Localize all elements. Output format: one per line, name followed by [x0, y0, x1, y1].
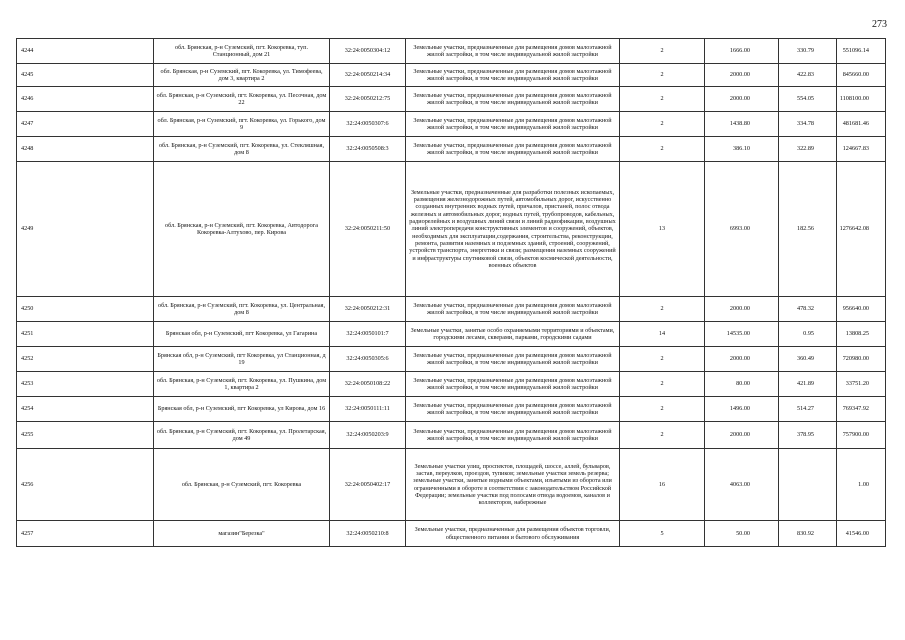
cadastral-number-cell: 32:24:0050210:8: [330, 521, 406, 547]
cadastral-value-cell: 769347.92: [837, 397, 886, 422]
table-row: [17, 87, 886, 112]
cadastral-number-cell: 32:24:0050211:50: [330, 162, 406, 297]
cadastral-value-cell: 720980.00: [837, 347, 886, 372]
address-cell: Брянская обл, р-н Суземский, пгт Кокоревка, ул Станционная, д 19: [154, 347, 330, 372]
land-use-cell: Земельные участки, предназначенные для размещения домов малоэтажной жилой застройки, в том числе индивидуальной жилой застройки: [406, 112, 620, 137]
address-cell: обл. Брянская, р-н Суземский, пгт. Кокоревка, ул. Пролетарская, дом 49: [154, 422, 330, 449]
land-use-cell: Земельные участки, предназначенные для разработки полезных ископаемых, размещения железнодорожных путей, автомобильных дорог, искусственно созданных внутренних водных путей, причалов, пристаней, полос отвода железных и автомобильных дорог, водных путей, трубопроводов, кабельных, радиорелейных и воздушных линий связи и линий радиофикации, воздушных линий электропередачи конструктивных элементов и сооружений, объектов, необходимых для эксплуатации,содержания, строительства, реконструкции, ремонта, развития наземных и подземных зданий, строений, сооружений, устройств транспорта, энергетики и связи; размещения наземных сооружений и инфраструктуры спутниковой связи, объектов космической деятельности, военных объектов: [406, 162, 620, 297]
cadastral-number-cell: 32:24:0050402:17: [330, 449, 406, 521]
table-row: [17, 137, 886, 162]
land-use-cell: Земельные участки, предназначенные для размещения домов малоэтажной жилой застройки, в том числе индивидуальной жилой застройки: [406, 39, 620, 64]
land-use-cell: Земельные участки, предназначенные для размещения домов малоэтажной жилой застройки, в том числе индивидуальной жилой застройки: [406, 422, 620, 449]
cadastral-value-cell: 33751.20: [837, 372, 886, 397]
row-number-cell: 4254: [17, 397, 154, 422]
table-row: [17, 112, 886, 137]
area-cell: 2000.00: [705, 87, 779, 112]
table-row: [17, 422, 886, 449]
area-cell: 1666.00: [705, 39, 779, 64]
row-number-cell: 4248: [17, 137, 154, 162]
area-cell: 1496.00: [705, 397, 779, 422]
address-cell: Брянская обл, р-н Суземский, пгт Кокоревка, ул Гагарина: [154, 322, 330, 347]
address-cell: обл. Брянская, р-н Суземский, пгт. Кокоревка, ул. Стекляшная, дом 8: [154, 137, 330, 162]
cadastral-value-cell: 124667.83: [837, 137, 886, 162]
use-code-cell: 2: [620, 112, 705, 137]
cadastral-value-cell: 845660.00: [837, 64, 886, 87]
address-cell: обл. Брянская, р-н Суземский, пгт. Кокоревка, ул. Горького, дом 9: [154, 112, 330, 137]
specific-value-cell: 421.89: [779, 372, 837, 397]
cadastral-value-cell: 13808.25: [837, 322, 886, 347]
area-cell: 14535.00: [705, 322, 779, 347]
cadastral-value-cell: 551096.14: [837, 39, 886, 64]
use-code-cell: 2: [620, 87, 705, 112]
use-code-cell: 14: [620, 322, 705, 347]
table-row: [17, 521, 886, 547]
cadastral-number-cell: 32:24:0050203:9: [330, 422, 406, 449]
area-cell: 1438.80: [705, 112, 779, 137]
table-row: [17, 162, 886, 297]
specific-value-cell: 334.78: [779, 112, 837, 137]
specific-value-cell: 182.56: [779, 162, 837, 297]
use-code-cell: 5: [620, 521, 705, 547]
row-number-cell: 4245: [17, 64, 154, 87]
address-cell: Брянская обл, р-н Суземский, пгт Кокоревка, ул Кирова, дом 16: [154, 397, 330, 422]
use-code-cell: 2: [620, 297, 705, 322]
area-cell: 386.10: [705, 137, 779, 162]
specific-value-cell: 378.95: [779, 422, 837, 449]
use-code-cell: 2: [620, 372, 705, 397]
address-cell: обл. Брянская, р-н Суземский, пгт. Кокоревка, ул. Песочная, дом 22: [154, 87, 330, 112]
cadastral-number-cell: 32:24:0050111:11: [330, 397, 406, 422]
table-row: [17, 449, 886, 521]
cadastral-value-cell: 1.00: [837, 449, 886, 521]
area-cell: 2000.00: [705, 64, 779, 87]
cadastral-number-cell: 32:24:0050212:31: [330, 297, 406, 322]
cadastral-number-cell: 32:24:0050304:12: [330, 39, 406, 64]
specific-value-cell: [779, 449, 837, 521]
table-row: [17, 322, 886, 347]
specific-value-cell: 422.83: [779, 64, 837, 87]
land-use-cell: Земельные участки, занятые особо охраняемыми территориями и объектами, городскими лесами, скверами, парками, городскими садами: [406, 322, 620, 347]
use-code-cell: 2: [620, 347, 705, 372]
cadastral-value-cell: 956640.00: [837, 297, 886, 322]
row-number-cell: 4252: [17, 347, 154, 372]
use-code-cell: 16: [620, 449, 705, 521]
land-use-cell: Земельные участки, предназначенные для размещения домов малоэтажной жилой застройки, в том числе индивидуальной жилой застройки: [406, 64, 620, 87]
area-cell: 2000.00: [705, 297, 779, 322]
land-use-cell: Земельные участки, предназначенные для размещения домов малоэтажной жилой застройки, в том числе индивидуальной жилой застройки: [406, 87, 620, 112]
land-use-cell: Земельные участки, предназначенные для размещения домов малоэтажной жилой застройки, в том числе индивидуальной жилой застройки: [406, 137, 620, 162]
row-number-cell: 4255: [17, 422, 154, 449]
use-code-cell: 2: [620, 137, 705, 162]
cadastral-number-cell: 32:24:0050101:7: [330, 322, 406, 347]
row-number-cell: 4257: [17, 521, 154, 547]
cadastral-value-cell: 1276642.08: [837, 162, 886, 297]
address-cell: обл. Брянская, р-н Суземский, пгт. Кокоревка, туп. Станционный, дом 21: [154, 39, 330, 64]
use-code-cell: 2: [620, 422, 705, 449]
table-row: [17, 372, 886, 397]
specific-value-cell: 0.95: [779, 322, 837, 347]
address-cell: обл. Брянская, р-н Суземский, пгт. Кокоревка, ул. Пушкина, дом 1, квартира 2: [154, 372, 330, 397]
use-code-cell: 2: [620, 397, 705, 422]
row-number-cell: 4256: [17, 449, 154, 521]
specific-value-cell: 330.79: [779, 39, 837, 64]
land-use-cell: Земельные участки, предназначенные для размещения объектов торговли, общественного питания и бытового обслуживания: [406, 521, 620, 547]
specific-value-cell: 322.89: [779, 137, 837, 162]
address-cell: магазин"Березка": [154, 521, 330, 547]
address-cell: обл. Брянская, р-н Суземский, пгт. Кокоревка: [154, 449, 330, 521]
table-row: [17, 297, 886, 322]
land-use-cell: Земельные участки улиц, проспектов, площадей, шоссе, аллей, бульваров, застав, переулков, проездов, тупиков; земельные участки земель резерва; земельные участки, занятые водными объектами, изъятыми из оборота или ограниченными в обороте в соответствии с законодательством Российской Федерации; земельные участки под полосами отвода водоемов, каналов и коллекторов, набережные: [406, 449, 620, 521]
area-cell: 6993.00: [705, 162, 779, 297]
address-cell: обл. Брянская, р-н Суземский, пгт. Кокоревка, ул. Центральная, дом 8: [154, 297, 330, 322]
row-number-cell: 4253: [17, 372, 154, 397]
area-cell: 2000.00: [705, 347, 779, 372]
cadastral-number-cell: 32:24:0050305:6: [330, 347, 406, 372]
row-number-cell: 4250: [17, 297, 154, 322]
table-row: [17, 347, 886, 372]
specific-value-cell: 554.05: [779, 87, 837, 112]
row-number-cell: 4249: [17, 162, 154, 297]
specific-value-cell: 478.32: [779, 297, 837, 322]
land-use-cell: Земельные участки, предназначенные для размещения домов малоэтажной жилой застройки, в том числе индивидуальной жилой застройки: [406, 347, 620, 372]
cadastral-number-cell: 32:24:0050212:75: [330, 87, 406, 112]
cadastral-number-cell: 32:24:0050108:22: [330, 372, 406, 397]
specific-value-cell: 514.27: [779, 397, 837, 422]
specific-value-cell: 360.49: [779, 347, 837, 372]
land-use-cell: Земельные участки, предназначенные для размещения домов малоэтажной жилой застройки, в том числе индивидуальной жилой застройки: [406, 372, 620, 397]
row-number-cell: 4251: [17, 322, 154, 347]
cadastral-number-cell: 32:24:0050508:3: [330, 137, 406, 162]
area-cell: 2000.00: [705, 422, 779, 449]
use-code-cell: 13: [620, 162, 705, 297]
cadastral-number-cell: 32:24:0050214:34: [330, 64, 406, 87]
cadastral-number-cell: 32:24:0050307:6: [330, 112, 406, 137]
specific-value-cell: 830.92: [779, 521, 837, 547]
page-number: 273: [872, 19, 887, 30]
cadastral-value-cell: 41546.00: [837, 521, 886, 547]
use-code-cell: 2: [620, 64, 705, 87]
cadastral-value-cell: 757900.00: [837, 422, 886, 449]
cadastral-value-cell: 1108100.00: [837, 87, 886, 112]
address-cell: обл. Брянская, р-н Суземский, пгт. Кокоревка, ул. Тимофеева, дом 3, квартира 2: [154, 64, 330, 87]
row-number-cell: 4244: [17, 39, 154, 64]
row-number-cell: 4247: [17, 112, 154, 137]
cadastral-value-cell: 481681.46: [837, 112, 886, 137]
area-cell: 80.00: [705, 372, 779, 397]
table-row: [17, 39, 886, 64]
table-row: [17, 64, 886, 87]
area-cell: 50.00: [705, 521, 779, 547]
land-use-cell: Земельные участки, предназначенные для размещения домов малоэтажной жилой застройки, в том числе индивидуальной жилой застройки: [406, 397, 620, 422]
address-cell: обл. Брянская, р-н Суземский, пгт. Кокоревка, Автодорога Кокоревка-Алтухово, пер. Кирова: [154, 162, 330, 297]
row-number-cell: 4246: [17, 87, 154, 112]
cadastral-value-table: [16, 38, 886, 547]
area-cell: 4063.00: [705, 449, 779, 521]
table-row: [17, 397, 886, 422]
use-code-cell: 2: [620, 39, 705, 64]
land-use-cell: Земельные участки, предназначенные для размещения домов малоэтажной жилой застройки, в том числе индивидуальной жилой застройки: [406, 297, 620, 322]
